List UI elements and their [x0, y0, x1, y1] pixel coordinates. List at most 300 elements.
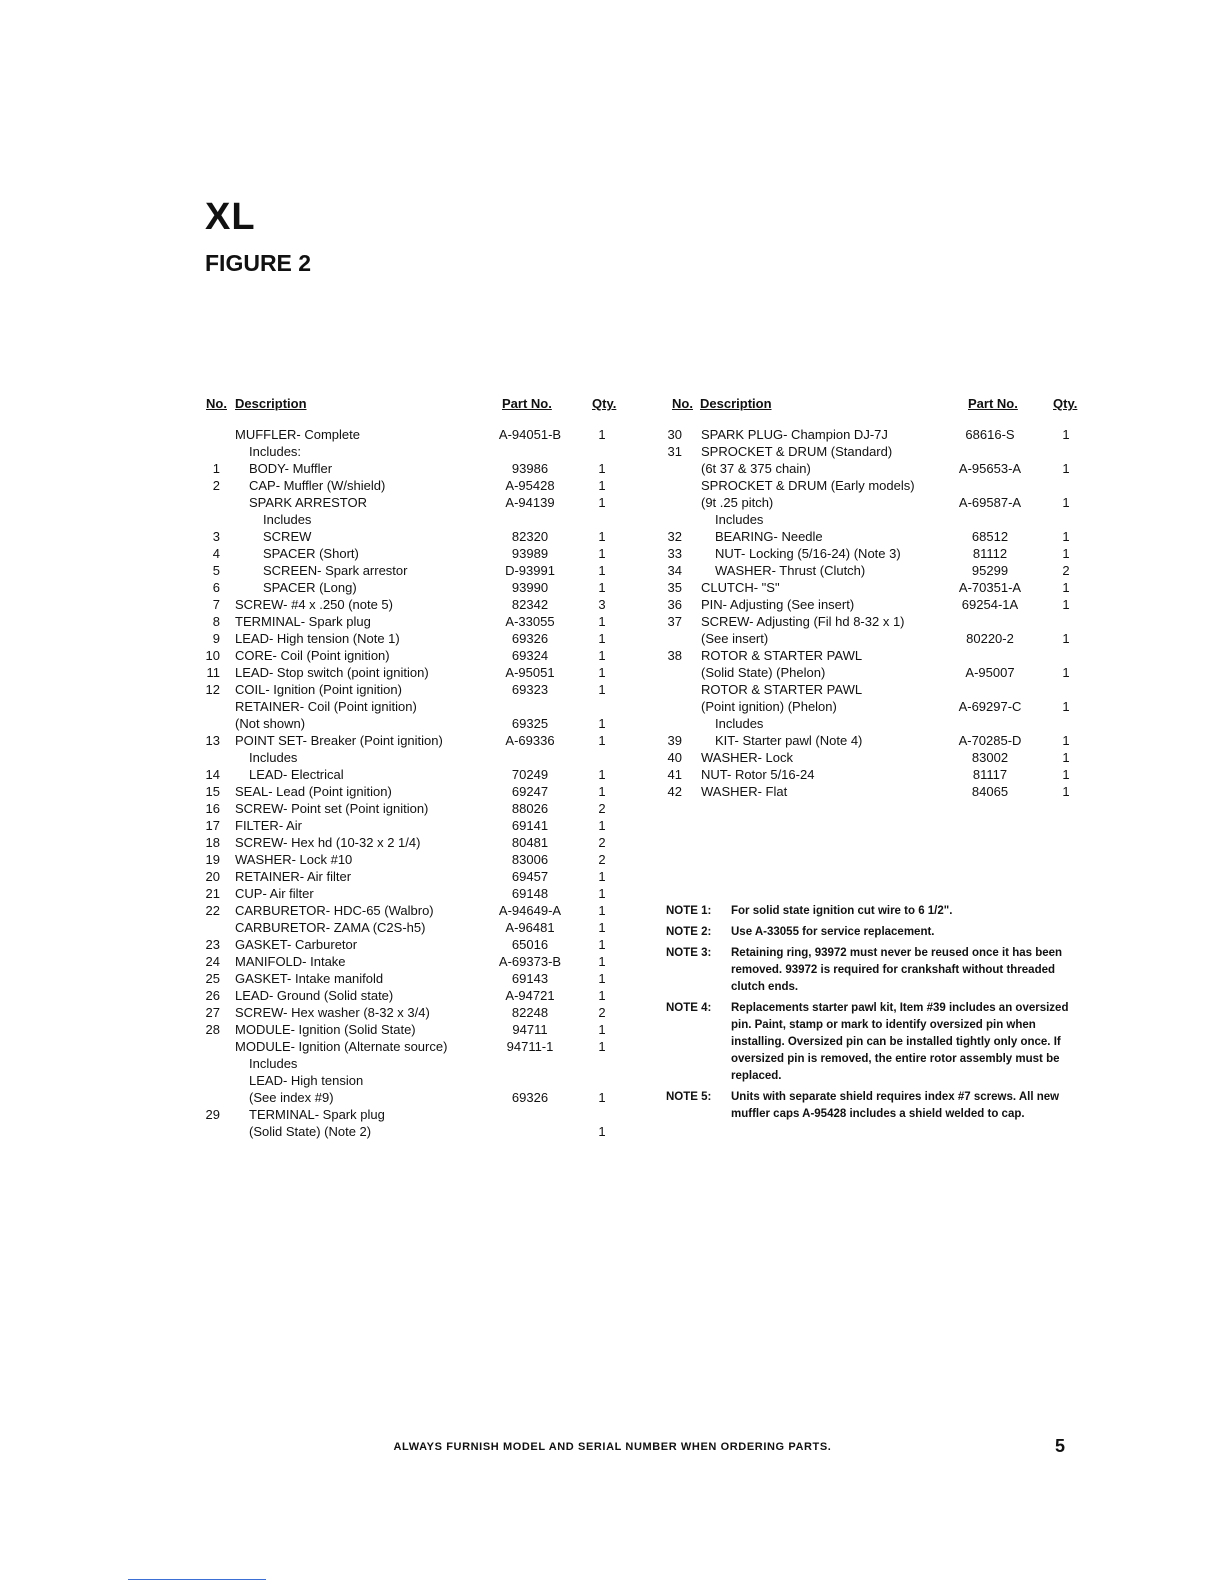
table-row: [668, 681, 1088, 698]
item-description: CARBURETOR- ZAMA (C2S-h5): [235, 920, 426, 935]
table-row: [668, 494, 1088, 511]
table-row: [198, 715, 628, 732]
item-number: 36: [667, 597, 682, 612]
part-number: 69247: [511, 784, 549, 799]
quantity: 1: [598, 546, 606, 561]
quantity: 2: [598, 835, 606, 850]
item-number: 17: [205, 818, 220, 833]
quantity: 1: [1062, 461, 1070, 476]
part-number: 68616-S: [965, 427, 1015, 442]
part-number: 69323: [511, 682, 549, 697]
quantity: 1: [1062, 529, 1070, 544]
table-row: [198, 613, 628, 630]
table-row: [198, 1038, 628, 1055]
item-number: 24: [205, 954, 220, 969]
part-number: 83002: [971, 750, 1009, 765]
table-row: [198, 579, 628, 596]
part-number: 88026: [511, 801, 549, 816]
quantity: 1: [598, 495, 606, 510]
item-description: RETAINER- Air filter: [235, 869, 352, 884]
quantity: 2: [598, 1005, 606, 1020]
item-description: ROTOR & STARTER PAWL: [701, 648, 863, 663]
item-description: (Solid State) (Phelon): [701, 665, 826, 680]
note-item: [666, 945, 1078, 996]
item-description: MODULE- Ignition (Alternate source): [235, 1039, 448, 1054]
part-number: A-69373-B: [498, 954, 562, 969]
table-row: [668, 749, 1088, 766]
quantity: 1: [598, 682, 606, 697]
part-number: 94711-1: [506, 1039, 554, 1054]
item-description: LEAD- High tension (Note 1): [235, 631, 400, 646]
item-number: 23: [205, 937, 220, 952]
part-number: 94711: [512, 1022, 548, 1037]
table-row: [198, 545, 628, 562]
quantity: 1: [598, 784, 606, 799]
part-number: 65016: [511, 937, 549, 952]
part-number: 93986: [511, 461, 549, 476]
part-number: A-70285-D: [958, 733, 1022, 748]
item-description: Includes: [249, 1056, 298, 1071]
item-number: 5: [212, 563, 220, 578]
table-row: [198, 783, 628, 800]
table-body: [668, 426, 1088, 800]
header-no: No.: [206, 396, 227, 411]
part-number: 82248: [511, 1005, 549, 1020]
item-description: Includes: [715, 716, 764, 731]
table-row: [198, 528, 628, 545]
table-row: [198, 511, 628, 528]
item-description: WASHER- Flat: [701, 784, 788, 799]
item-description: CORE- Coil (Point ignition): [235, 648, 390, 663]
note-label: NOTE 4:: [666, 1002, 712, 1014]
item-number: 25: [205, 971, 220, 986]
item-number: 21: [205, 886, 220, 901]
table-header: [198, 396, 628, 426]
item-description: (Solid State) (Note 2): [249, 1124, 372, 1139]
item-number: 22: [205, 903, 220, 918]
note-item: [666, 1000, 1078, 1085]
table-row: [198, 647, 628, 664]
table-row: [198, 800, 628, 817]
item-description: Includes: [263, 512, 312, 527]
table-row: [668, 511, 1088, 528]
part-number: 84065: [971, 784, 1009, 799]
table-row: [668, 715, 1088, 732]
footer-instruction: ALWAYS FURNISH MODEL AND SERIAL NUMBER WHEN ORDERING PARTS.: [393, 1441, 832, 1453]
item-description: ROTOR & STARTER PAWL: [701, 682, 863, 697]
item-number: 6: [212, 580, 220, 595]
part-number: A-95051: [505, 665, 555, 680]
table-row: [198, 443, 628, 460]
item-description: CLUTCH- "S": [701, 580, 780, 595]
item-description: (Point ignition) (Phelon): [701, 699, 837, 714]
item-description: GASKET- Carburetor: [235, 937, 358, 952]
part-number: D-93991: [505, 563, 555, 578]
header-qty: Qty.: [592, 396, 617, 411]
item-number: 39: [667, 733, 682, 748]
part-number: 69148: [511, 886, 549, 901]
table-row: [198, 970, 628, 987]
table-row: [198, 698, 628, 715]
item-description: (6t 37 & 375 chain): [701, 461, 811, 476]
table-row: [198, 1021, 628, 1038]
quantity: 2: [598, 801, 606, 816]
table-row: [668, 579, 1088, 596]
item-number: 37: [667, 614, 682, 629]
item-number: 8: [212, 614, 220, 629]
item-number: 29: [205, 1107, 220, 1122]
part-number: 69326: [511, 631, 549, 646]
part-number: 69254-1A: [961, 597, 1019, 612]
quantity: 1: [598, 529, 606, 544]
item-number: 28: [205, 1022, 220, 1037]
note-text: Retaining ring, 93972 must never be reused once it has been removed. 93972 is required for crankshaft without threaded clutch ends.: [731, 947, 1063, 993]
item-description: SPROCKET & DRUM (Early models): [701, 478, 915, 493]
quantity: 2: [598, 852, 606, 867]
table-row: [198, 1004, 628, 1021]
table-row: [198, 477, 628, 494]
item-description: MUFFLER- Complete: [235, 427, 360, 442]
table-header: [668, 396, 1088, 426]
quantity: 1: [598, 903, 606, 918]
quantity: 1: [598, 1124, 606, 1139]
table-row: [198, 902, 628, 919]
item-description: SCREEN- Spark arrestor: [263, 563, 408, 578]
part-number: A-94721: [505, 988, 555, 1003]
part-number: A-94139: [505, 495, 555, 510]
table-row: [668, 477, 1088, 494]
note-label: NOTE 1:: [666, 905, 712, 917]
quantity: 1: [1062, 495, 1070, 510]
item-description: NUT- Locking (5/16-24) (Note 3): [715, 546, 901, 561]
item-number: 42: [667, 784, 682, 799]
item-description: SPACER (Short): [263, 546, 359, 561]
table-row: [198, 426, 628, 443]
part-number: 69143: [511, 971, 549, 986]
part-number: A-33055: [505, 614, 555, 629]
quantity: 1: [598, 954, 606, 969]
item-number: 31: [667, 444, 682, 459]
quantity: 1: [598, 427, 606, 442]
item-description: CAP- Muffler (W/shield): [249, 478, 386, 493]
item-description: SPACER (Long): [263, 580, 357, 595]
item-number: 15: [205, 784, 220, 799]
note-label: NOTE 2:: [666, 926, 712, 938]
part-number: A-69587-A: [958, 495, 1022, 510]
quantity: 1: [598, 1039, 606, 1054]
part-number: 82320: [511, 529, 549, 544]
note-text: Units with separate shield requires index #7 screws. All new muffler caps A-95428 includes a shield welded to cap.: [731, 1091, 1060, 1120]
header-no: No.: [672, 396, 693, 411]
part-number: 82342: [511, 597, 549, 612]
table-row: [668, 732, 1088, 749]
item-number: 16: [205, 801, 220, 816]
header-part: Part No.: [502, 396, 552, 411]
item-number: 30: [667, 427, 682, 442]
table-row: [668, 766, 1088, 783]
part-number: A-95428: [505, 478, 555, 493]
item-description: TERMINAL- Spark plug: [249, 1107, 385, 1122]
item-number: 14: [205, 767, 220, 782]
table-row: [198, 885, 628, 902]
table-row: [198, 1106, 628, 1123]
item-description: Includes: [715, 512, 764, 527]
table-row: [198, 630, 628, 647]
table-row: [668, 545, 1088, 562]
part-number: A-70351-A: [958, 580, 1022, 595]
quantity: 1: [598, 971, 606, 986]
quantity: 1: [598, 563, 606, 578]
quantity: 1: [598, 733, 606, 748]
table-row: [198, 1072, 628, 1089]
table-row: [198, 460, 628, 477]
item-description: (See insert): [701, 631, 769, 646]
table-row: [198, 664, 628, 681]
quantity: 1: [1062, 733, 1070, 748]
table-row: [198, 919, 628, 936]
part-number: 80481: [511, 835, 549, 850]
item-number: 18: [205, 835, 220, 850]
table-row: [198, 681, 628, 698]
table-row: [198, 851, 628, 868]
item-number: 13: [205, 733, 220, 748]
table-row: [198, 936, 628, 953]
quantity: 1: [598, 716, 606, 731]
table-row: [668, 562, 1088, 579]
quantity: 1: [1062, 750, 1070, 765]
item-number: 7: [212, 597, 220, 612]
quantity: 1: [598, 937, 606, 952]
item-number: 1: [212, 461, 220, 476]
quantity: 1: [598, 818, 606, 833]
quantity: 1: [598, 665, 606, 680]
item-description: SCREW- Adjusting (Fil hd 8-32 x 1): [701, 614, 905, 629]
item-number: 41: [667, 767, 682, 782]
note-item: [666, 1089, 1078, 1123]
item-description: KIT- Starter pawl (Note 4): [715, 733, 863, 748]
part-number: A-95007: [965, 665, 1015, 680]
quantity: 1: [1062, 546, 1070, 561]
quantity: 1: [1062, 767, 1070, 782]
table-row: [198, 1089, 628, 1106]
item-description: SCREW- #4 x .250 (note 5): [235, 597, 393, 612]
table-row: [198, 732, 628, 749]
item-description: Includes: [249, 750, 298, 765]
item-description: SCREW- Hex hd (10-32 x 2 1/4): [235, 835, 421, 850]
table-row: [668, 528, 1088, 545]
quantity: 1: [1062, 699, 1070, 714]
quantity: 1: [598, 1022, 606, 1037]
item-description: (See index #9): [249, 1090, 334, 1105]
table-row: [198, 953, 628, 970]
item-number: 33: [667, 546, 682, 561]
table-row: [198, 987, 628, 1004]
item-description: SPARK PLUG- Champion DJ-7J: [701, 427, 888, 442]
quantity: 1: [598, 988, 606, 1003]
item-description: LEAD- Ground (Solid state): [235, 988, 394, 1003]
part-number: 93990: [511, 580, 549, 595]
item-description: POINT SET- Breaker (Point ignition): [235, 733, 443, 748]
table-row: [198, 749, 628, 766]
item-number: 12: [205, 682, 220, 697]
item-description: FILTER- Air: [235, 818, 302, 833]
quantity: 1: [1062, 631, 1070, 646]
header-description: Description: [700, 396, 772, 411]
item-description: (Not shown): [235, 716, 306, 731]
table-row: [198, 494, 628, 511]
item-number: 4: [212, 546, 220, 561]
table-row: [668, 647, 1088, 664]
quantity: 3: [598, 597, 606, 612]
item-number: 27: [205, 1005, 220, 1020]
quantity: 1: [598, 920, 606, 935]
quantity: 1: [598, 869, 606, 884]
table-row: [668, 613, 1088, 630]
item-description: PIN- Adjusting (See insert): [701, 597, 855, 612]
item-number: 34: [667, 563, 682, 578]
part-number: 68512: [971, 529, 1009, 544]
table-row: [198, 766, 628, 783]
quantity: 1: [1062, 784, 1070, 799]
table-row: [668, 698, 1088, 715]
table-row: [198, 562, 628, 579]
notes-section: [666, 903, 1078, 1127]
item-description: SPROCKET & DRUM (Standard): [701, 444, 893, 459]
table-row: [198, 1123, 628, 1140]
figure-title: FIGURE 2: [205, 250, 312, 276]
item-description: WASHER- Lock #10: [235, 852, 353, 867]
item-description: (9t .25 pitch): [701, 495, 774, 510]
table-row: [668, 596, 1088, 613]
note-item: [666, 903, 1078, 920]
item-description: LEAD- Stop switch (point ignition): [235, 665, 429, 680]
part-number: 69325: [511, 716, 549, 731]
item-number: 20: [205, 869, 220, 884]
part-number: A-69336: [505, 733, 555, 748]
quantity: 1: [598, 631, 606, 646]
table-row: [668, 460, 1088, 477]
item-description: GASKET- Intake manifold: [235, 971, 384, 986]
part-number: 80220-2: [966, 631, 1014, 646]
note-text: For solid state ignition cut wire to 6 1/2".: [731, 905, 953, 917]
parts-table-left: [198, 396, 628, 1140]
item-number: 9: [212, 631, 220, 646]
part-number: 83006: [511, 852, 549, 867]
item-description: CARBURETOR- HDC-65 (Walbro): [235, 903, 434, 918]
quantity: 1: [1062, 597, 1070, 612]
part-number: A-69297-C: [958, 699, 1022, 714]
item-number: 11: [206, 665, 220, 680]
table-row: [668, 443, 1088, 460]
part-number: 69324: [511, 648, 549, 663]
item-description: COIL- Ignition (Point ignition): [235, 682, 402, 697]
part-number: 69457: [511, 869, 549, 884]
header-description: Description: [235, 396, 307, 411]
quantity: 1: [598, 767, 606, 782]
table-row: [668, 664, 1088, 681]
quantity: 1: [1062, 665, 1070, 680]
quantity: 1: [1062, 427, 1070, 442]
quantity: 1: [598, 478, 606, 493]
part-number: 69326: [511, 1090, 549, 1105]
item-description: BEARING- Needle: [715, 529, 823, 544]
part-number: 81117: [972, 767, 1008, 782]
item-description: RETAINER- Coil (Point ignition): [235, 699, 417, 714]
item-description: SCREW- Hex washer (8-32 x 3/4): [235, 1005, 430, 1020]
part-number: 81112: [972, 546, 1008, 561]
bottom-link-underline: [128, 1579, 266, 1580]
item-number: 38: [667, 648, 682, 663]
item-description: MODULE- Ignition (Solid State): [235, 1022, 416, 1037]
quantity: 1: [598, 648, 606, 663]
part-number: 70249: [511, 767, 549, 782]
item-description: LEAD- Electrical: [249, 767, 344, 782]
item-number: 32: [667, 529, 682, 544]
item-description: WASHER- Thrust (Clutch): [715, 563, 866, 578]
table-row: [198, 1055, 628, 1072]
item-number: 40: [667, 750, 682, 765]
item-description: WASHER- Lock: [701, 750, 793, 765]
item-description: SCREW- Point set (Point ignition): [235, 801, 429, 816]
table-row: [198, 817, 628, 834]
part-number: A-94649-A: [498, 903, 562, 918]
item-description: MANIFOLD- Intake: [235, 954, 346, 969]
part-number: 69141: [511, 818, 549, 833]
part-number: 93989: [511, 546, 549, 561]
quantity: 1: [598, 886, 606, 901]
note-item: [666, 924, 1078, 941]
quantity: 1: [598, 580, 606, 595]
header-qty: Qty.: [1053, 396, 1078, 411]
quantity: 1: [598, 1090, 606, 1105]
item-description: NUT- Rotor 5/16-24: [701, 767, 815, 782]
table-row: [668, 783, 1088, 800]
item-number: 2: [212, 478, 220, 493]
table-row: [198, 834, 628, 851]
table-row: [198, 596, 628, 613]
item-number: 35: [667, 580, 682, 595]
item-description: TERMINAL- Spark plug: [235, 614, 371, 629]
quantity: 2: [1062, 563, 1070, 578]
quantity: 1: [1062, 580, 1070, 595]
item-number: 3: [212, 529, 220, 544]
note-text: Use A-33055 for service replacement.: [731, 926, 935, 938]
note-label: NOTE 5:: [666, 1091, 712, 1103]
table-body: [198, 426, 628, 1140]
item-description: BODY- Muffler: [249, 461, 333, 476]
part-number: A-96481: [505, 920, 555, 935]
quantity: 1: [598, 614, 606, 629]
note-label: NOTE 3:: [666, 947, 712, 959]
model-title: XL: [205, 196, 256, 238]
item-description: SPARK ARRESTOR: [249, 495, 367, 510]
note-text: Replacements starter pawl kit, Item #39 includes an oversized pin. Paint, stamp or mark to identify oversized pin when installing. Oversized pin can be installed tightly only once. If oversized pin is removed, the entire rotor assembly must be replaced.: [731, 1002, 1069, 1082]
item-number: 19: [205, 852, 220, 867]
part-number: 95299: [971, 563, 1009, 578]
page-number: 5: [1055, 1436, 1066, 1456]
table-row: [668, 426, 1088, 443]
item-description: Includes:: [249, 444, 302, 459]
parts-table-right: [668, 396, 1088, 800]
item-description: CUP- Air filter: [235, 886, 314, 901]
header-part: Part No.: [968, 396, 1018, 411]
item-description: SCREW: [263, 529, 312, 544]
part-number: A-94051-B: [498, 427, 562, 442]
quantity: 1: [598, 461, 606, 476]
item-description: LEAD- High tension: [249, 1073, 364, 1088]
table-row: [668, 630, 1088, 647]
table-row: [198, 868, 628, 885]
